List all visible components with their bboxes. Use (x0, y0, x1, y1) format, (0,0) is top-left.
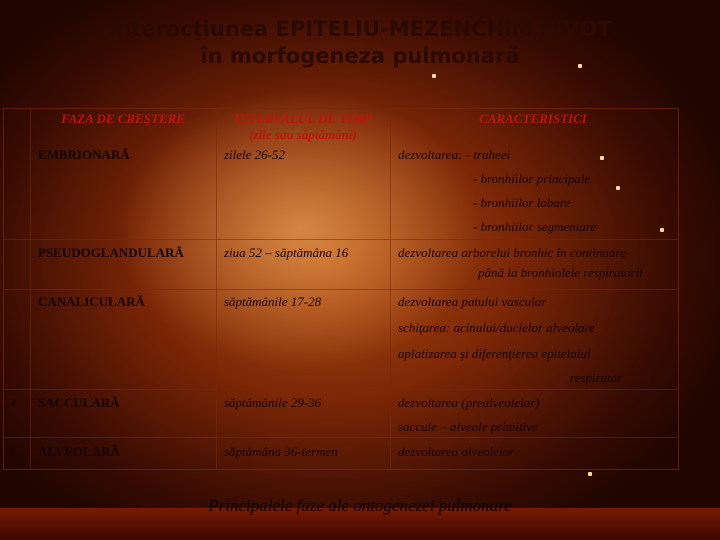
row-number: 5 (10, 447, 16, 459)
phase-name: CANALICULARĂ (38, 294, 145, 309)
phase-name: EMBRIONARĂ (38, 147, 130, 162)
characteristic-line: - bronhiilor lobare (473, 195, 571, 210)
header-interval: INTERVALUL DE TIMP (234, 111, 372, 126)
title (0, 16, 720, 70)
phase-name: ALVEOLARĂ (38, 444, 120, 459)
sparkle-decoration (432, 74, 436, 78)
interval-value: săptămânile 29-36 (224, 395, 322, 410)
title-line-2: în morfogeneza pulmonară (200, 44, 520, 68)
figure-caption: Principalele faze ale ontogenezei pulmonare (208, 496, 512, 515)
characteristic-line: dezvoltarea patului vascular (398, 294, 547, 309)
characteristic-line: dezvoltarea arborelui bronhic în continuare (398, 245, 626, 260)
interval-value: zilele 26-52 (224, 147, 286, 162)
phase-name: SACCULARĂ (38, 395, 120, 410)
characteristic-line: schiţarea: acinului/ducielor alveolare (398, 320, 595, 335)
interval-value: săptămânile 17-28 (224, 294, 322, 309)
row-number: 4 (10, 397, 16, 409)
sparkle-decoration (578, 64, 582, 68)
characteristic-line: până la bronhiolele respiratorii (478, 265, 643, 280)
characteristic-line: dezvoltarea (prealveolelor) (398, 395, 540, 410)
phase-name: PSEUDOGLANDULARĂ (38, 245, 184, 260)
header-phase: FAZA DE CREŞTERE (61, 111, 185, 126)
phases-table (3, 108, 679, 470)
characteristic-line: aplatizarea şi diferenţierea epitelului (398, 346, 591, 361)
characteristic-line: saccule – alveole primitive (398, 419, 538, 434)
interval-value: ziua 52 – săptămâna 16 (224, 245, 349, 260)
interval-value: săptămâna 36-termen (224, 444, 338, 459)
characteristic-line: dezvoltarea: - traheei (398, 147, 511, 162)
title-line-1: Interacţiunea EPITELIU-MEZENCHIM PIVOT (108, 17, 612, 41)
sparkle-decoration (588, 472, 592, 476)
characteristic-line: respirator (570, 370, 623, 385)
characteristic-line: - bronhiilor principale (473, 171, 591, 186)
characteristic-line: dezvoltarea alveolelor (398, 444, 515, 459)
header-interval-sub: (zile sau săptămâni) (249, 127, 357, 142)
characteristic-line: - bronhiilor segmentare (473, 219, 597, 234)
header-characteristics: CARACTERISTICI (479, 111, 587, 126)
